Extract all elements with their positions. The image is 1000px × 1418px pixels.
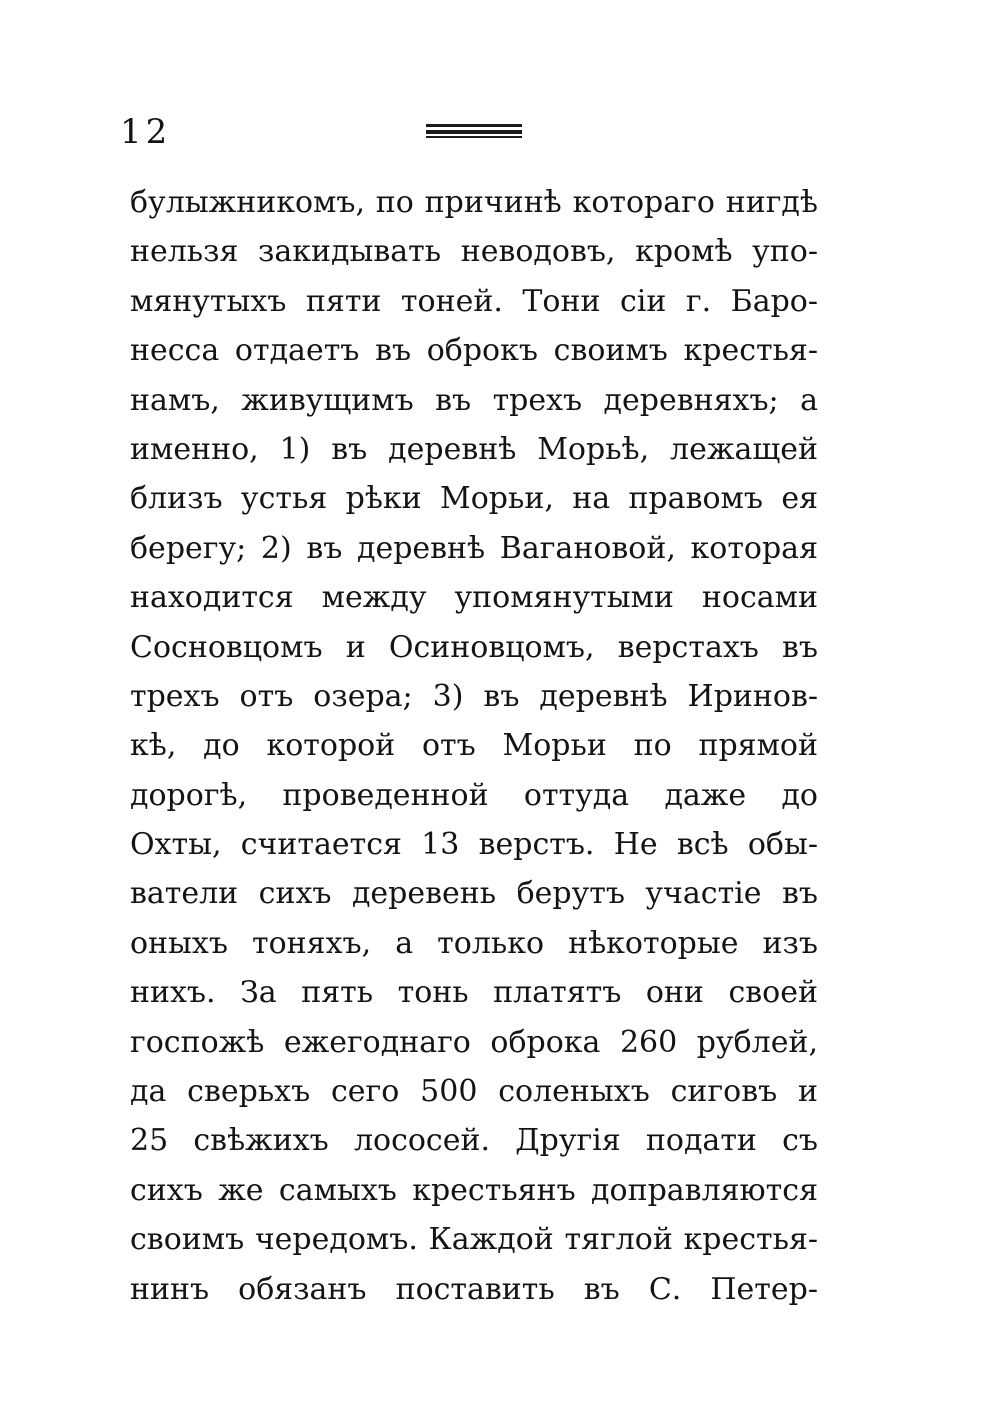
text-line: нихъ. За пять тонь платятъ они своей (130, 975, 818, 1011)
text-line: несса отдаетъ въ оброкъ своимъ крестья- (130, 333, 818, 369)
text-line: Сосновцомъ и Осиновцомъ, верстахъ въ (130, 629, 818, 665)
text-line: нельзя закидывать неводовъ, кромѣ упо- (130, 234, 818, 270)
text-line: своимъ чередомъ. Каждой тяглой крестья- (130, 1222, 818, 1258)
body-text (130, 178, 818, 1314)
text-line: нинъ обязанъ поставить въ С. Петер- (130, 1271, 818, 1307)
text-line: Охты, считается 13 верстъ. Не всѣ обы- (130, 827, 818, 863)
text-line: именно, 1) въ деревнѣ Морьѣ, лежащей (130, 431, 818, 467)
text-line: находится между упомянутыми носами (130, 580, 818, 616)
text-line: ватели сихъ деревень берутъ участіе въ (130, 876, 818, 912)
text-line: да сверьхъ сего 500 соленыхъ сиговъ и (130, 1074, 818, 1110)
text-line: кѣ, до которой отъ Морьи по прямой (130, 728, 818, 764)
page-number: 12 (120, 112, 172, 152)
header-ornament-rule (426, 124, 522, 139)
text-line: мянутыхъ пяти тоней. Тони сіи г. Баро- (130, 283, 818, 319)
text-line: берегу; 2) въ деревнѣ Вагановой, которая (130, 530, 818, 566)
text-line: 25 свѣжихъ лососей. Другія подати съ (130, 1123, 818, 1159)
text-line: сихъ же самыхъ крестьянъ доправляются (130, 1172, 818, 1208)
text-line: оныхъ тоняхъ, а только нѣкоторые изъ (130, 925, 818, 961)
text-line: дорогѣ, проведенной оттуда даже до (130, 777, 818, 813)
text-line: намъ, живущимъ въ трехъ деревняхъ; а (130, 382, 818, 418)
text-line: булыжникомъ, по причинѣ котораго нигдѣ (130, 185, 818, 220)
text-line: близъ устья рѣки Морьи, на правомъ ея (130, 481, 818, 517)
text-line: госпожѣ ежегоднаго оброка 260 рублей, (130, 1024, 818, 1060)
text-line: трехъ отъ озера; 3) въ деревнѣ Иринов- (130, 678, 818, 714)
